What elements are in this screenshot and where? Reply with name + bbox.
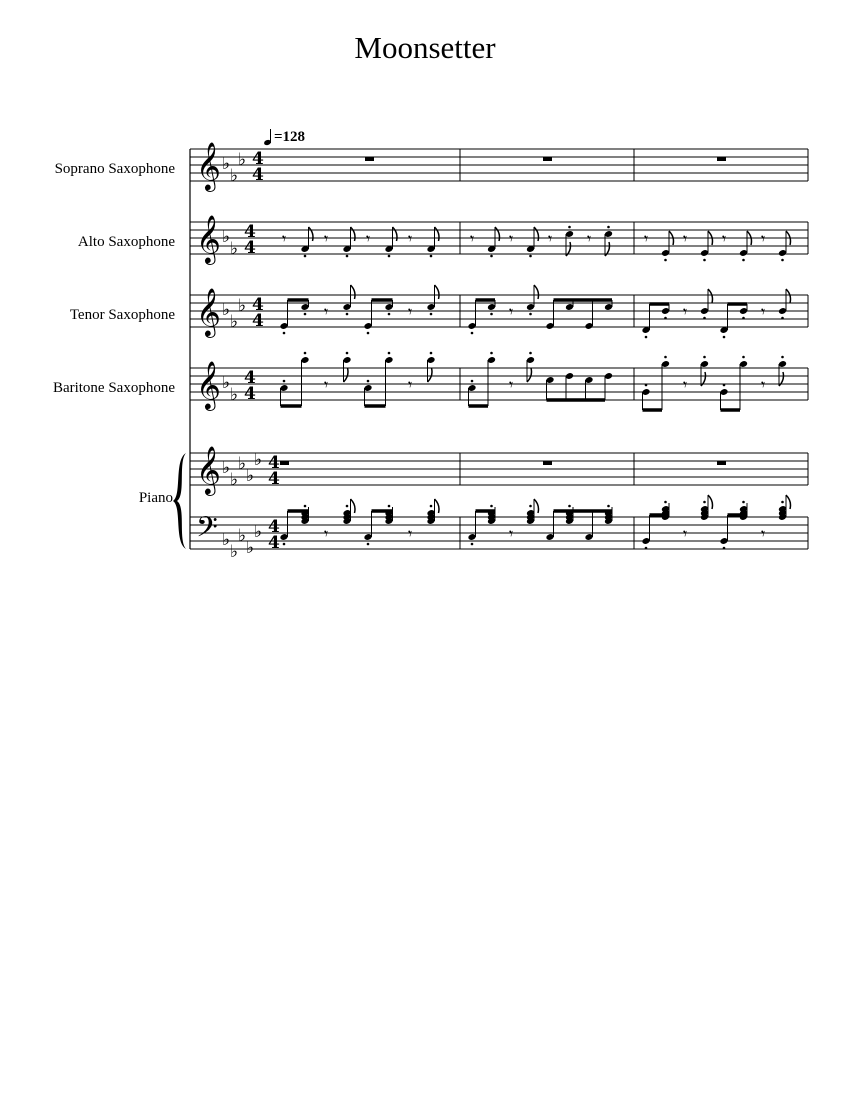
eighth-rest: 𝄾 [408,375,413,394]
eighth-rest: 𝄾 [408,302,413,321]
treble-clef-icon: 𝄞 [196,445,221,494]
note-flag [786,495,791,509]
flat-icon: ♭ [230,239,239,259]
staccato-dot [430,255,433,258]
staccato-dot [723,384,726,387]
staccato-dot [781,501,784,504]
staccato-dot [346,313,349,316]
staccato-dot [529,313,532,316]
staccato-dot [367,332,370,335]
eighth-rest: 𝄾 [683,524,688,543]
note-flag [351,227,356,241]
whole-rest [280,461,289,465]
staccato-dot [304,313,307,316]
flat-icon: ♭ [238,526,247,546]
staccato-dot [304,505,307,508]
staccato-dot [645,547,648,550]
eighth-rest: 𝄾 [324,302,329,321]
flat-icon: ♭ [222,530,231,550]
staccato-dot [529,505,532,508]
flat-icon: ♭ [230,312,239,332]
eighth-rest: 𝄾 [509,375,514,394]
time-signature-upper: 4 [244,368,256,388]
note-flag [393,227,398,241]
staccato-dot [781,259,784,262]
flat-icon: ♭ [222,300,231,320]
staccato-dot [367,380,370,383]
staccato-dot [703,317,706,320]
piano-brace [173,453,186,549]
note-flag [435,227,440,241]
treble-clef-icon: 𝄞 [196,214,221,263]
flat-icon: ♭ [254,522,263,542]
flat-icon: ♭ [254,450,263,470]
note-flag [428,368,433,382]
staccato-dot [490,313,493,316]
staccato-dot [388,313,391,316]
note-flag [344,368,349,382]
score-title: Moonsetter [354,30,496,65]
staccato-dot [490,505,493,508]
flat-icon: ♭ [230,542,239,562]
treble-clef-icon: 𝄞 [196,360,221,409]
flat-icon: ♭ [246,466,255,486]
note-flag [351,499,356,513]
notes-layer [279,157,790,549]
instrument-name-baritone: Baritone Saxophone [52,380,175,396]
staccato-dot [703,259,706,262]
note-flag [435,285,440,299]
staccato-dot [529,255,532,258]
time-signature-lower: 4 [268,533,280,553]
note-flag [495,227,500,241]
eighth-rest: 𝄾 [761,524,766,543]
eighth-rest: 𝄾 [761,302,766,321]
time-signature-lower: 4 [252,311,264,331]
eighth-rest: 𝄾 [548,229,553,248]
staccato-dot [367,543,370,546]
staccato-dot [723,336,726,339]
staccato-dot [388,352,391,355]
time-signature-upper: 4 [268,453,280,473]
staccato-dot [664,501,667,504]
eighth-rest: 𝄾 [408,524,413,543]
treble-clef-icon: 𝄞 [196,287,221,336]
eighth-rest: 𝄾 [587,229,592,248]
note-flag [309,227,314,241]
staccato-dot [283,332,286,335]
note-flag [534,285,539,299]
note-flag [435,499,440,513]
eighth-rest: 𝄾 [324,375,329,394]
staccato-dot [490,352,493,355]
staccato-dot [471,543,474,546]
staccato-dot [304,255,307,258]
staccato-dot [664,317,667,320]
note-flag [786,289,791,303]
staccato-dot [283,543,286,546]
eighth-rest: 𝄾 [509,524,514,543]
staccato-dot [388,505,391,508]
time-signature-lower: 4 [252,165,264,185]
staccato-dot [703,501,706,504]
staccato-dot [742,356,745,359]
staccato-dot [304,352,307,355]
staccato-dot [607,505,610,508]
note-flag [534,499,539,513]
flat-icon: ♭ [222,458,231,478]
staccato-dot [703,356,706,359]
note-flag [534,227,539,241]
staccato-dot [346,255,349,258]
time-signature-upper: 4 [252,295,264,315]
flat-icon: ♭ [230,385,239,405]
eighth-rest: 𝄾 [722,229,727,248]
whole-rest [543,157,552,161]
staccato-dot [346,505,349,508]
staccato-dot [430,313,433,316]
eighth-rest: 𝄾 [683,375,688,394]
staccato-dot [781,356,784,359]
note-flag [708,495,713,509]
staccato-dot [430,352,433,355]
flat-icon: ♭ [230,470,239,490]
staccato-dot [742,501,745,504]
time-signature-lower: 4 [268,469,280,489]
staccato-dot [490,255,493,258]
staff-systems [173,141,808,562]
staccato-dot [568,505,571,508]
time-signature-lower: 4 [244,238,256,258]
instrument-name-alto: Alto Saxophone [77,234,175,250]
staccato-dot [664,259,667,262]
flat-icon: ♭ [222,373,231,393]
note-flag [527,368,532,382]
note-flag [351,285,356,299]
flat-icon: ♭ [238,296,247,316]
flat-icon: ♭ [230,166,239,186]
bass-clef-icon: 𝄢 [196,511,218,551]
time-signature-lower: 4 [244,384,256,404]
tempo-value: =128 [274,129,306,145]
instrument-name-piano: Piano [138,490,173,506]
time-signature-upper: 4 [252,149,264,169]
staccato-dot [471,332,474,335]
eighth-rest: 𝄾 [761,375,766,394]
staccato-dot [723,547,726,550]
eighth-rest: 𝄾 [761,229,766,248]
treble-clef-icon: 𝄞 [196,141,221,190]
eighth-rest: 𝄾 [683,229,688,248]
instrument-name-tenor: Tenor Saxophone [69,307,175,323]
instrument-name-soprano: Soprano Saxophone [54,161,175,177]
eighth-rest: 𝄾 [366,229,371,248]
eighth-rest: 𝄾 [509,302,514,321]
eighth-rest: 𝄾 [408,229,413,248]
whole-rest [717,157,726,161]
time-signature-upper: 4 [244,222,256,242]
staccato-dot [645,384,648,387]
time-signature-upper: 4 [268,517,280,537]
flat-icon: ♭ [238,454,247,474]
whole-rest [365,157,374,161]
eighth-rest: 𝄾 [324,524,329,543]
staccato-dot [781,317,784,320]
staccato-dot [664,356,667,359]
staccato-dot [742,317,745,320]
staccato-dot [471,380,474,383]
whole-rest [543,461,552,465]
staccato-dot [283,380,286,383]
eighth-rest: 𝄾 [644,229,649,248]
flat-icon: ♭ [246,538,255,558]
flat-icon: ♭ [222,227,231,247]
eighth-rest: 𝄾 [683,302,688,321]
whole-rest [717,461,726,465]
staccato-dot [529,352,532,355]
flat-icon: ♭ [238,150,247,170]
staccato-dot [645,336,648,339]
staccato-dot [388,255,391,258]
eighth-rest: 𝄾 [509,229,514,248]
flat-icon: ♭ [222,154,231,174]
note-flag [708,289,713,303]
eighth-rest: 𝄾 [282,229,287,248]
staccato-dot [346,352,349,355]
eighth-rest: 𝄾 [470,229,475,248]
staccato-dot [568,226,571,229]
staccato-dot [742,259,745,262]
eighth-rest: 𝄾 [324,229,329,248]
staccato-dot [607,226,610,229]
staccato-dot [430,505,433,508]
